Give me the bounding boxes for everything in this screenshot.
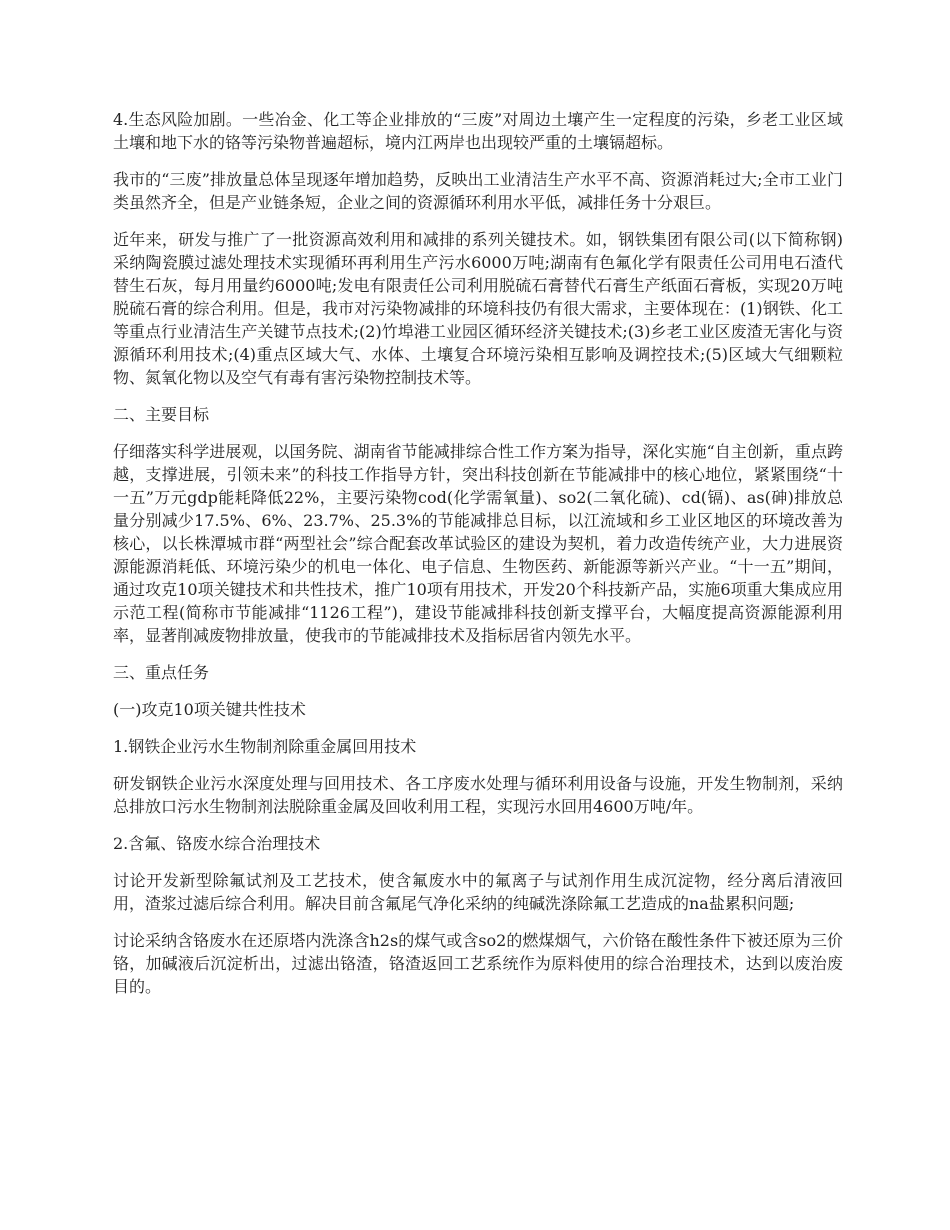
document-body bbox=[113, 108, 843, 1012]
item-heading-steel-wastewater: 1.钢铁企业污水生物制剂除重金属回用技术 bbox=[113, 737, 417, 756]
paragraph-emissions-trend: 我市的“三废”排放量总体呈现逐年增加趋势，反映出工业清洁生产水平不高、资源消耗过大;全市工业门类虽然齐全，但是产业链条短，企业之间的资源循环利用水平低，减排任务十分艰巨。 bbox=[113, 170, 843, 212]
paragraph-chromium: 讨论采纳含铬废水在还原塔内洗涤含h2s的煤气或含so2的燃煤烟气，六价铬在酸性条件下被还原为三价铬，加碱液后沉淀析出，过滤出铬渣，铬渣返回工艺系统作为原料使用的综合治理技术，达到以废治废目的。 bbox=[113, 931, 843, 996]
subsection-heading-key-tech: (一)攻克10项关键共性技术 bbox=[113, 700, 306, 719]
paragraph-fluorine: 讨论开发新型除氟试剂及工艺技术，使含氟废水中的氟离子与试剂作用生成沉淀物，经分离后清液回用，渣浆过滤后综合利用。解决目前含氟尾气净化采纳的纯碱洗涤除氟工艺造成的na盐累积问题; bbox=[113, 871, 843, 913]
paragraph-recent-tech: 近年来，研发与推广了一批资源高效利用和减排的系列关键技术。如，钢铁集团有限公司(以下简称钢)采纳陶瓷膜过滤处理技术实现循环再利用生产污水6000万吨;湖南有色氟化学有限责任公司用电石渣代替生石灰，每月用量约6000吨;发电有限责任公司利用脱硫石膏替代石膏生产纸面石膏板，实现20万吨脱硫石膏的综合利用。但是，我市对污染物减排的环境科技仍有很大需求，主要体现在：(1)钢铁、化工等重点行业清洁生产关键节点技术;(2)竹埠港工业园区循环经济关键技术;(3)乡老工业区废渣无害化与资源循环利用技术;(4)重点区域大气、水体、土壤复合环境污染相互影响及调控技术;(5)区域大气细颗粒物、氮氧化物以及空气有毒有害污染物控制技术等。 bbox=[113, 230, 843, 387]
section-heading-key-tasks: 三、重点任务 bbox=[113, 663, 210, 682]
section-heading-main-goals: 二、主要目标 bbox=[113, 405, 210, 424]
item-heading-fluorine-chromium: 2.含氟、铬废水综合治理技术 bbox=[113, 834, 321, 853]
paragraph-goals-detail: 仔细落实科学进展观，以国务院、湖南省节能减排综合性工作方案为指导，深化实施“自主创新，重点跨越，支撑进展，引领未来”的科技工作指导方针，突出科技创新在节能减排中的核心地位，紧紧围绕“十一五”万元gdp能耗降低22%，主要污染物cod(化学需氧量)、so2(二氧化硫)、cd(镉)、as(砷)排放总量分别减少17.5%、6%、23.7%、25.3%的节能减排总目标，以江流域和乡工业区地区的环境改善为核心，以长株潭城市群“两型社会”综合配套改革试验区的建设为契机，着力改造传统产业，大力进展资源能源消耗低、环境污染少的机电一体化、电子信息、生物医药、新能源等新兴产业。“十一五”期间，通过攻克10项关键技术和共性技术，推广10项有用技术，开发20个科技新产品，实施6项重大集成应用示范工程(简称市节能减排“1126工程”)，建设节能减排科技创新支撑平台，大幅度提高资源能源利用率，显著削减废物排放量，使我市的节能减排技术及指标居省内领先水平。 bbox=[113, 442, 843, 645]
paragraph-steel-wastewater: 研发钢铁企业污水深度处理与回用技术、各工序废水处理与循环利用设备与设施，开发生物制剂，采纳总排放口污水生物制剂法脱除重金属及回收利用工程，实现污水回用4600万吨/年。 bbox=[113, 774, 843, 816]
paragraph-eco-risk: 4.生态风险加剧。一些冶金、化工等企业排放的“三废”对周边土壤产生一定程度的污染，乡老工业区域土壤和地下水的铬等污染物普遍超标，境内江两岸也出现较严重的土壤镉超标。 bbox=[113, 110, 843, 152]
